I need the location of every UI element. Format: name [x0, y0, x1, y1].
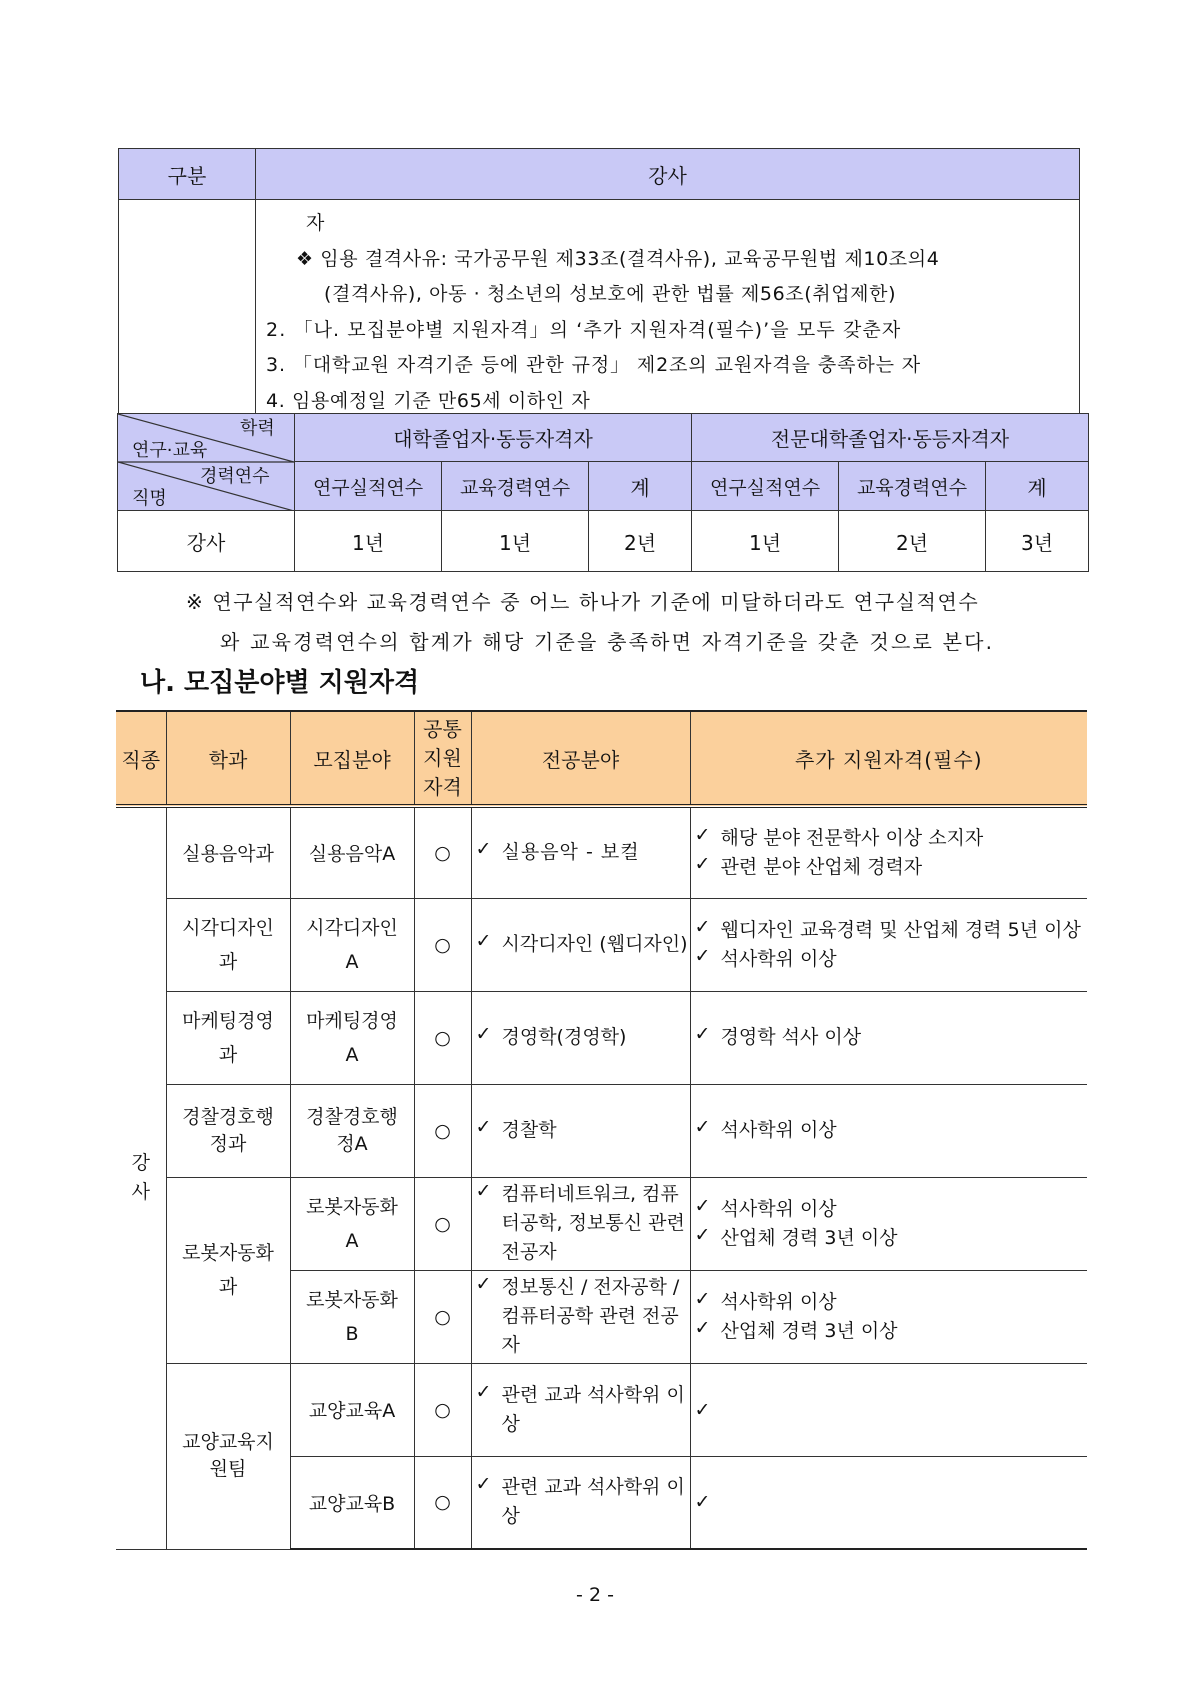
dept-cell: 교양교육지원팀 [166, 1363, 290, 1549]
note-line: ※ 연구실적연수와 교육경력연수 중 어느 하나가 기준에 미달하더라도 연구실적연수 [186, 590, 980, 614]
check-icon: ✓ [694, 1491, 711, 1514]
major-cell: ✓ 정보통신 / 전자공학 / 컴퓨터공학 관련 전공자 [471, 1270, 690, 1363]
check-icon: ✓ [694, 1398, 711, 1421]
check-icon: ✓ [694, 1287, 711, 1310]
major-cell: ✓ 실용음악 - 보컬 [471, 806, 690, 898]
check-icon: ✓ [694, 1023, 711, 1045]
common-mark: ○ [414, 1084, 471, 1177]
diag-label-research: 연구·교육 [132, 440, 208, 461]
header-dept: 학과 [166, 711, 290, 806]
field-cell: 경찰경호행정A [290, 1084, 414, 1177]
extra-cell [690, 1363, 1087, 1456]
value-cell: 1년 [692, 511, 839, 572]
value-cell: 1년 [442, 511, 589, 572]
sub-teaching-years: 교육경력연수 [442, 462, 589, 511]
common-mark: ○ [414, 1177, 471, 1270]
check-icon: ✓ [475, 1116, 492, 1138]
major-cell: ✓ 컴퓨터네트워크, 컴퓨터공학, 정보통신 관련 전공자 [471, 1177, 690, 1270]
check-icon: ✓ [694, 1194, 711, 1217]
common-mark: ○ [414, 806, 471, 898]
job-cell: 강 사 [116, 806, 166, 1549]
check-icon: ✓ [694, 1316, 711, 1339]
header-category: 구분 [119, 149, 256, 200]
header-lecturer: 강사 [256, 149, 1080, 200]
text-line: 2. 「나. 모집분야별 지원자격」의 ‘추가 지원자격(필수)’을 모두 갖춘자 [266, 318, 902, 341]
diagonal-header [118, 414, 295, 511]
diag-label-position: 직명 [132, 488, 167, 509]
value-cell: 3년 [986, 511, 1089, 572]
text-line: 3. 「대학교원 자격기준 등에 관한 규정」 제2조의 교원자격을 충족하는 자 [266, 354, 922, 376]
text-line: 자 [306, 212, 325, 234]
header-common: 공통 지원 자격 [414, 711, 471, 806]
category-cell [119, 200, 256, 420]
qualification-text [256, 200, 1080, 420]
header-job: 직종 [116, 711, 166, 806]
diag-label-years: 경력연수 [200, 466, 270, 487]
group-college: 전문대학졸업자·동등자격자 [692, 414, 1089, 462]
check-icon: ✓ [475, 930, 492, 952]
common-mark: ○ [414, 898, 471, 991]
section-title: 나. 모집분야별 지원자격 [140, 668, 420, 698]
header-field: 모집분야 [290, 711, 414, 806]
field-cell: 교양교육A [290, 1363, 414, 1456]
header-extra: 추가 지원자격(필수) [690, 711, 1087, 806]
recruitment-table [116, 710, 1087, 1550]
common-mark: ○ [414, 1456, 471, 1549]
extra-cell: ✓ 해당 분야 전문학사 이상 소지자 ✓ 관련 분야 산업체 경력자 [690, 806, 1087, 898]
note-line: 와 교육경력연수의 합계가 해당 기준을 충족하면 자격기준을 갖춘 것으로 본다. [220, 630, 995, 654]
major-cell: ✓ 관련 교과 석사학위 이상 [471, 1363, 690, 1456]
field-cell: 교양교육B [290, 1456, 414, 1549]
field-cell: 로봇자동화A [290, 1177, 414, 1270]
page-number: - 2 - [576, 1584, 614, 1606]
check-icon: ✓ [475, 1023, 492, 1045]
extra-cell: ✓ 석사학위 이상 [690, 1084, 1087, 1177]
dept-cell: 마케팅경영과 [166, 991, 290, 1084]
field-cell: 실용음악A [290, 806, 414, 898]
extra-cell: ✓ 경영학 석사 이상 [690, 991, 1087, 1084]
field-cell: 마케팅경영A [290, 991, 414, 1084]
check-icon: ✓ [694, 852, 711, 875]
value-cell: 2년 [589, 511, 692, 572]
extra-cell: ✓ 석사학위 이상 ✓ 산업체 경력 3년 이상 [690, 1270, 1087, 1363]
sub-total: 계 [589, 462, 692, 511]
text-line: ❖ 임용 결격사유: 국가공무원 제33조(결격사유), 교육공무원법 제10조의4 [296, 247, 940, 270]
sub-total: 계 [986, 462, 1089, 511]
dept-cell: 로봇자동화과 [166, 1177, 290, 1363]
check-icon: ✓ [475, 1380, 492, 1403]
check-icon: ✓ [475, 1473, 492, 1496]
check-icon: ✓ [475, 838, 492, 861]
check-icon: ✓ [694, 1223, 711, 1246]
check-icon: ✓ [475, 1180, 492, 1202]
major-cell: ✓ 시각디자인 (웹디자인) [471, 898, 690, 991]
common-mark: ○ [414, 991, 471, 1084]
major-cell: ✓ 관련 교과 석사학위 이상 [471, 1456, 690, 1549]
major-cell: ✓ 경영학(경영학) [471, 991, 690, 1084]
extra-cell [690, 1456, 1087, 1549]
extra-cell: ✓ 웹디자인 교육경력 및 산업체 경력 5년 이상 ✓ 석사학위 이상 [690, 898, 1087, 991]
dept-cell: 시각디자인과 [166, 898, 290, 991]
sub-teaching-years: 교육경력연수 [839, 462, 986, 511]
field-cell: 시각디자인A [290, 898, 414, 991]
dept-cell: 경찰경호행정과 [166, 1084, 290, 1177]
qualification-table [118, 148, 1080, 420]
row-label: 강사 [118, 511, 295, 572]
major-cell: ✓ 경찰학 [471, 1084, 690, 1177]
group-university: 대학졸업자·동등자격자 [295, 414, 692, 462]
sub-research-years: 연구실적연수 [295, 462, 442, 511]
common-mark: ○ [414, 1363, 471, 1456]
text-line: 4. 임용예정일 기준 만65세 이하인 자 [266, 389, 591, 412]
check-icon: ✓ [694, 1116, 711, 1138]
value-cell: 2년 [839, 511, 986, 572]
common-mark: ○ [414, 1270, 471, 1363]
check-icon: ✓ [694, 944, 711, 967]
extra-cell: ✓ 석사학위 이상 ✓ 산업체 경력 3년 이상 [690, 1177, 1087, 1270]
diag-label-education: 학력 [240, 418, 275, 439]
text-line: (결격사유), 아동 · 청소년의 성보호에 관한 법률 제56조(취업제한) [324, 283, 897, 305]
value-cell: 1년 [295, 511, 442, 572]
check-icon: ✓ [475, 1273, 492, 1295]
field-cell: 로봇자동화B [290, 1270, 414, 1363]
experience-table [117, 413, 1089, 572]
dept-cell: 실용음악과 [166, 806, 290, 898]
sub-research-years: 연구실적연수 [692, 462, 839, 511]
header-major: 전공분야 [471, 711, 690, 806]
check-icon: ✓ [694, 823, 711, 846]
check-icon: ✓ [694, 915, 711, 938]
